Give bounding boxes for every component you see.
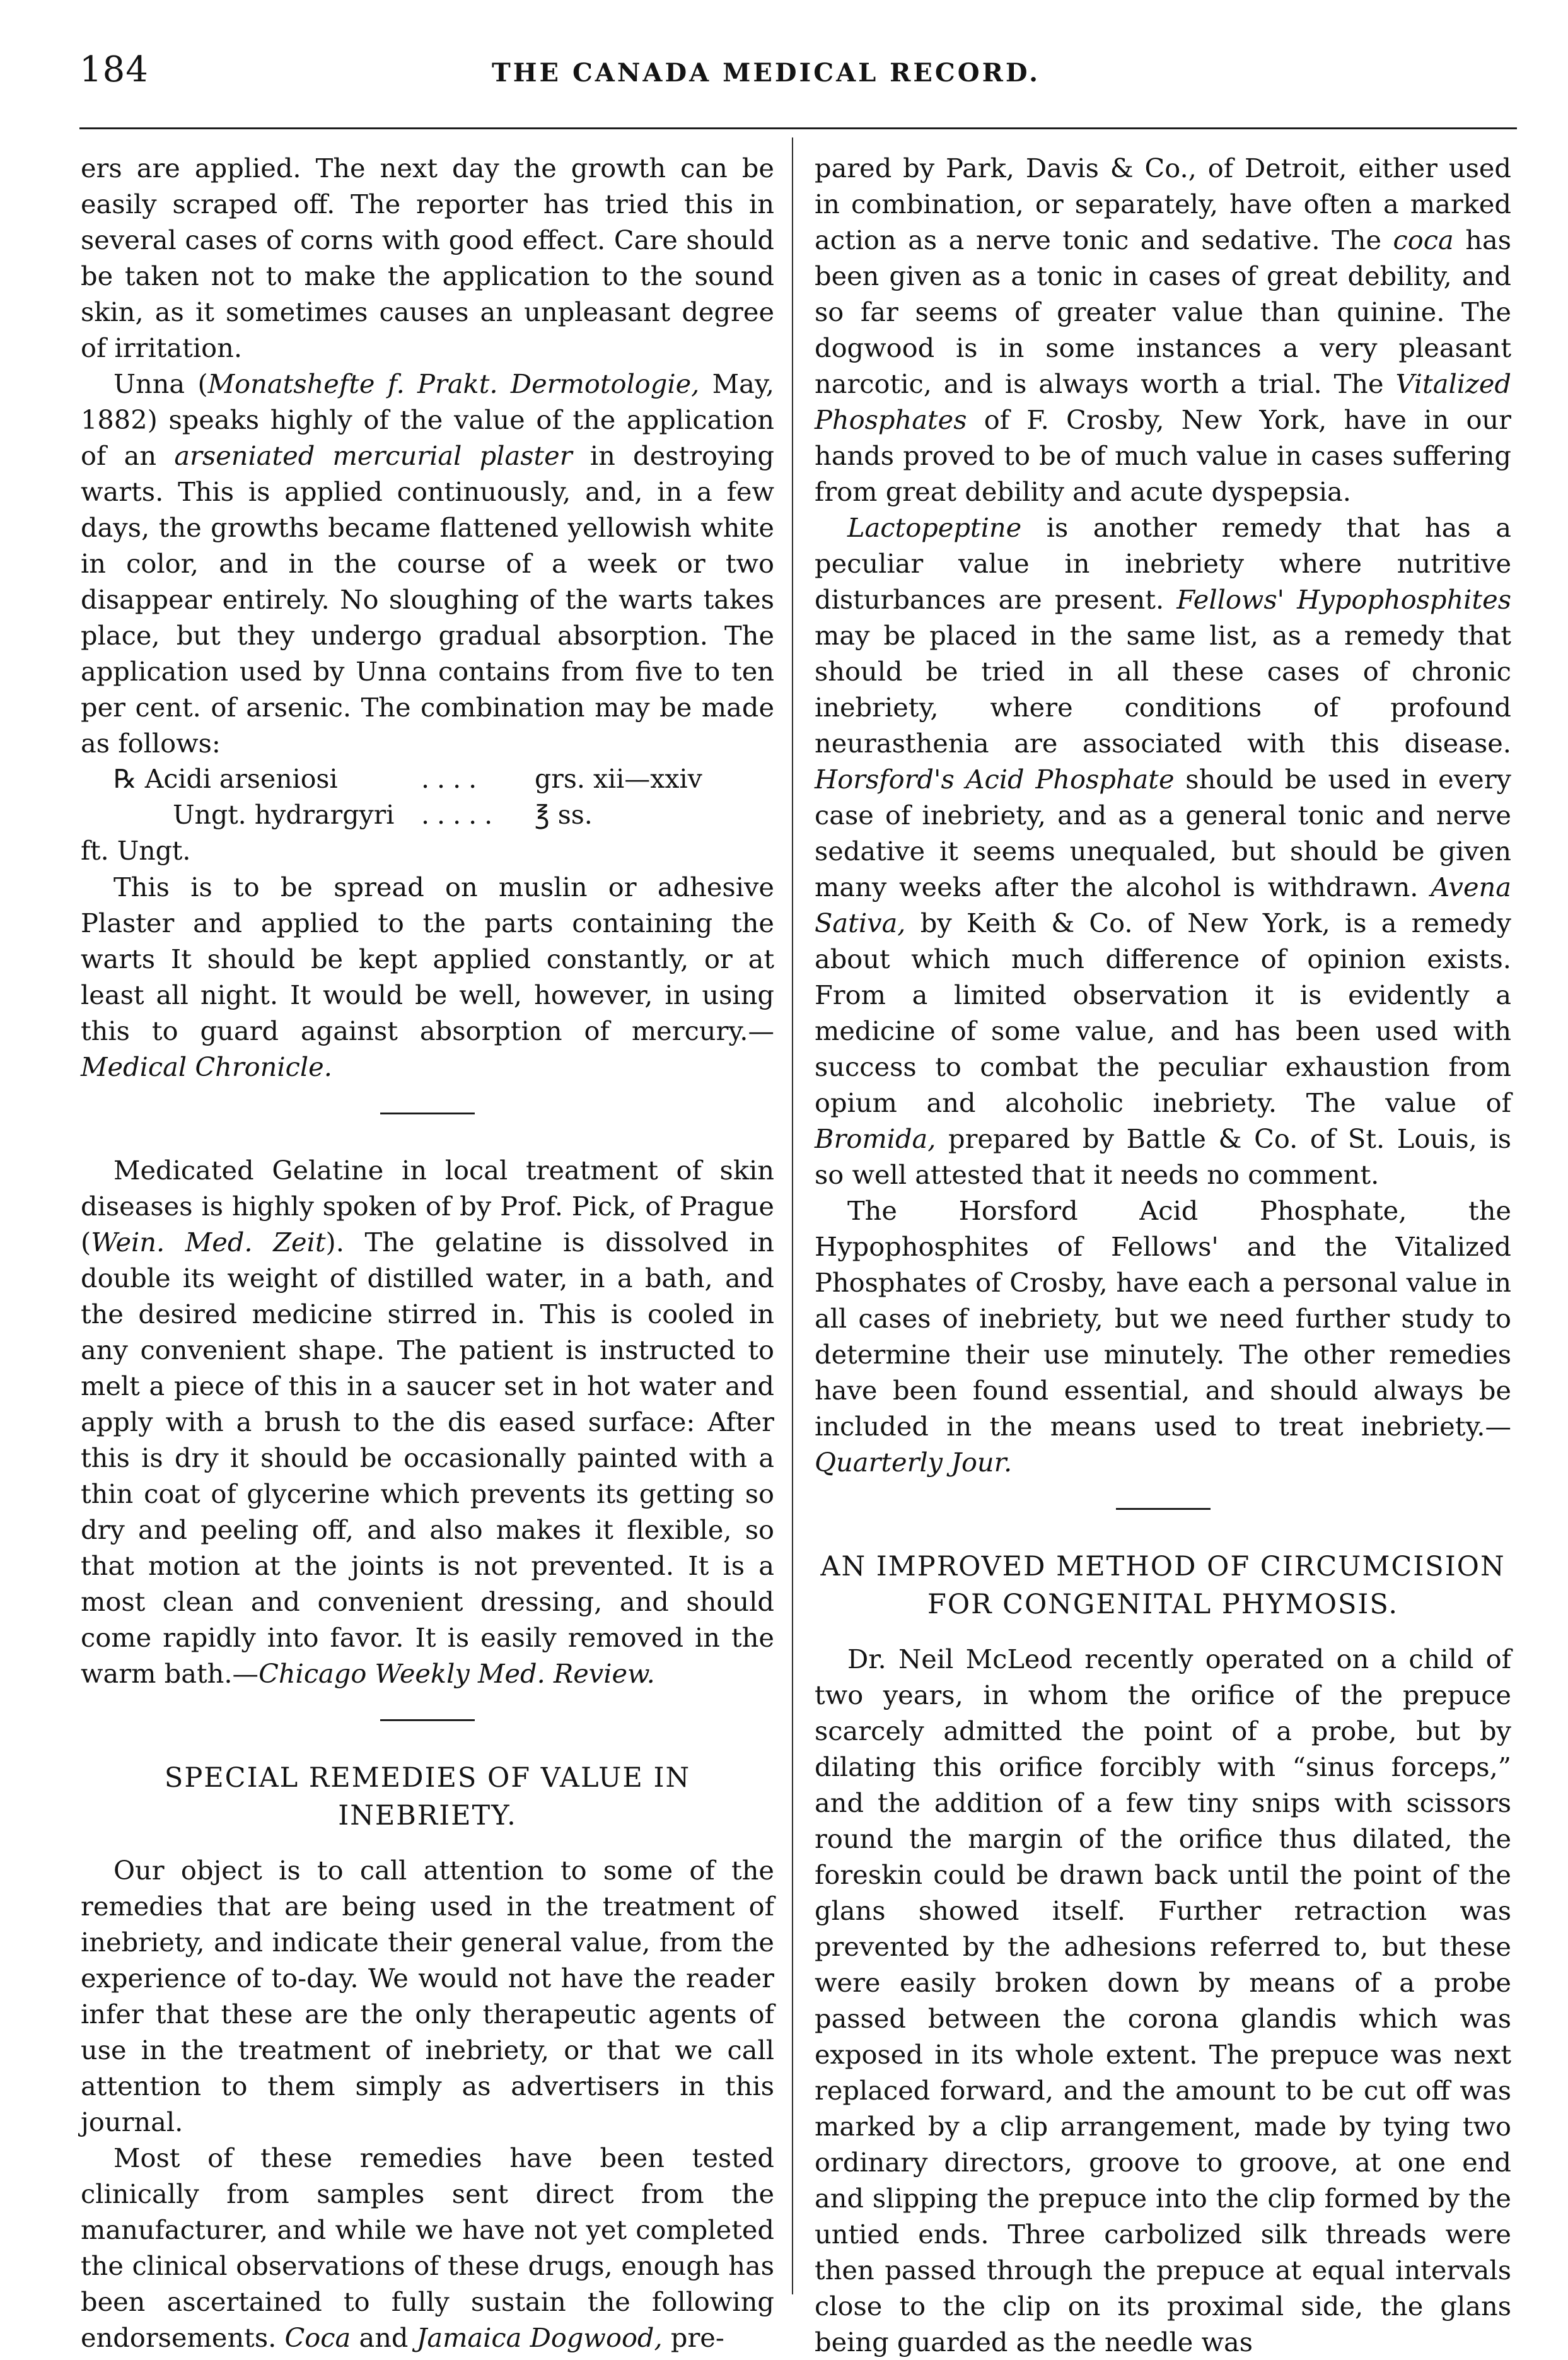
paragraph-horsford: The Horsford Acid Phosphate, the Hypophosphites of Fellows' and the Vitalized Phosphates of Crosby, have each a personal value in all cases of inebriety, but we need further study to determine their use minutely. The other remedies have been found essential, and should always be included in the means used to treat inebriety.—Quarterly Jour. (815, 1195, 1511, 1478)
section-divider (380, 1719, 475, 1721)
source: Quarterly Jour. (815, 1447, 1013, 1478)
paragraph-unna: Unna (Monatshefte f. Prakt. Dermotologie, May, 1882) speaks highly of the value of the application of an arseniated mercurial plaster in destroying warts. This is applied continuously, and, in a few days, the growths became flattened yellowish white in color, and in the course of a week or two disappear entirely. No sloughing of the warts takes place, but they undergo gradual absorption. The application used by Unna contains from five to ten per cent. of arsenic. The combination may be made as follows: (81, 368, 774, 759)
source: Chicago Weekly Med. Review. (258, 1658, 655, 1689)
column-rule (792, 137, 793, 2294)
prescription (81, 761, 774, 869)
running-head: THE CANADA MEDICAL RECORD. (492, 58, 1041, 88)
paragraph-gelatine: Medicated Gelatine in local treatment of skin diseases is highly spoken of by Prof. Pick, of Prague (Wein. Med. Zeit). The gelatine is dissolved in double its weight of distilled water, in a bath, and the desired medicine stirred in. This is cooled in any convenient shape. The patient is instructed to melt a piece of this in a saucer set in hot water and apply with a brush to the dis eased surface: After this is dry it should be occasionally painted with a thin coat of glycerine which prevents its getting so dry and peeling off, and also makes it flexible, so that motion at the joints is not prevented. It is a most clean and convenient dressing, and should come rapidly into favor. It is easily removed in the warm bath.—Chicago Weekly Med. Review. (81, 1155, 774, 1689)
prescription-line: ℞ Acidi arseniosi .... grs. xii—xxiv (113, 764, 702, 794)
header-rule (79, 127, 1517, 129)
paragraph-tested: Most of these remedies have been tested clinically from samples sent direct from the manufacturer, and while we have not yet completed the clinical observations of these drugs, enough has been ascertained to fully sustain the following endorsements. Coca and Jamaica Dogwood, pre- (81, 2142, 774, 2353)
paragraph-mcleod: Dr. Neil McLeod recently operated on a child of two years, in whom the orifice of the prepuce scarcely admitted the point of a probe, but by dilating this orifice forcibly with “sinus forceps,” and the addition of a few tiny snips with scissors round the margin of the orifice thus dilated, the foreskin could be drawn back until the point of the glans showed itself. Further retraction was prevented by the adhesions referred to, but these were easily broken down by means of a probe passed between the corona glandis which was exposed in its whole extent. The prepuce was next replaced forward, and the amount to be cut off was marked by a clip arrangement, made by tying two ordinary directors, groove to groove, at one end and slipping the prepuce into the clip formed by the untied ends. Three carbolized silk threads were then passed through the prepuce at equal intervals close to the clip on its proximal side, the glans being guarded as the needle was (815, 1644, 1511, 2357)
section-divider (1116, 1508, 1211, 1510)
paragraph-park-davis: pared by Park, Davis & Co., of Detroit, either used in combination, or separately, have often a marked action as a nerve tonic and sedative. The coca has been given as a tonic in cases of great debility, and so far seems of greater value than quinine. The dogwood is in some instances a very pleasant narcotic, and is always worth a trial. The Vitalized Phosphates of F. Crosby, New York, have in our hands proved to be of much value in cases suffering from great debility and acute dyspepsia. (815, 153, 1512, 507)
section-divider (380, 1113, 475, 1114)
prescription-line: ft. Ungt. (81, 836, 191, 866)
section-heading: AN IMPROVED METHOD OF CIRCUMCISION FOR CONGENITAL PHYMOSIS. (820, 1551, 1506, 1620)
prescription-line: Ungt. hydrargyri ..... ℥ ss. (173, 800, 593, 830)
paragraph-corns: ers are applied. The next day the growth can be easily scraped off. The reporter has tried this in several cases of corns with good effect. Care should be taken not to make the application to the sound skin, as it sometimes causes an unpleasant degree of irritation. (81, 153, 774, 363)
paragraph-object: Our object is to call attention to some of the remedies that are being used in the treatment of inebriety, and indicate their general value, from the experience of to-day. We would not have the reader infer that these are the only therapeutic agents of use in the treatment of inebriety, or that we call attention to them simply as advertisers in this journal. (81, 1855, 774, 2137)
paragraph-lactopeptine: Lactopeptine is another remedy that has a peculiar value in inebriety where nutritive disturbances are present. Fellows' Hypophosphites may be placed in the same list, as a remedy that should be tried in all these cases of chronic inebriety, where conditions of profound neurasthenia are associated with this disease. Horsford's Acid Phosphate should be used in every case of inebriety, and as a general tonic and nerve sedative it seems unequaled, but should be given many weeks after the alcohol is withdrawn. Avena Sativa, by Keith & Co. of New York, is a remedy about which much difference of opinion exists. From a limited observation it is evidently a medicine of some value, and has been used with success to combat the peculiar exhaustion from opium and alcoholic inebriety. The value of Bromida, prepared by Battle & Co. of St. Louis, is so well attested that it needs no comment. (815, 512, 1511, 1190)
section-heading: SPECIAL REMEDIES OF VALUE IN INEBRIETY. (164, 1762, 691, 1831)
paragraph-plaster: This is to be spread on muslin or adhesive Plaster and applied to the parts containing the warts It should be kept applied constantly, or at least all night. It would be well, however, in using this to guard against absorption of mercury.—Medical Chronicle. (81, 872, 774, 1082)
page-number: 184 (79, 49, 149, 90)
emphasis: arseniated mercurial plaster (174, 440, 572, 471)
right-column (815, 150, 1511, 2360)
citation: Wein. Med. Zeit (91, 1227, 326, 1258)
source: Medical Chronicle. (81, 1051, 332, 1082)
left-column (81, 150, 774, 2356)
citation: Monatshefte f. Prakt. Dermotologie, (207, 368, 700, 399)
